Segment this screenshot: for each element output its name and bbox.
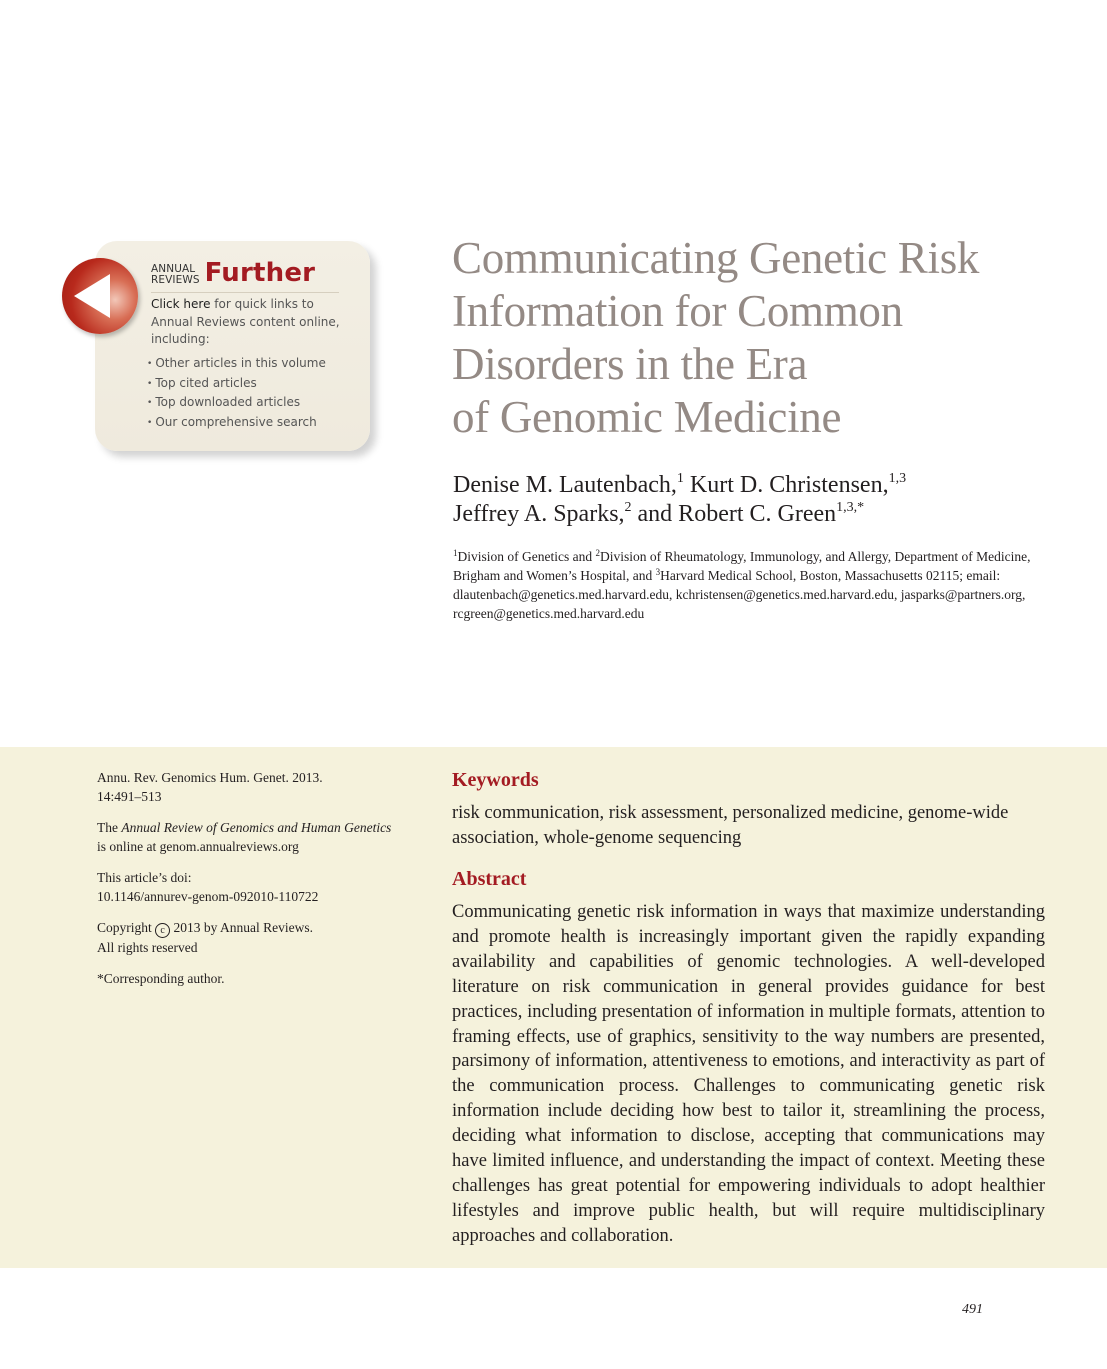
- journal-url[interactable]: is online at genom.annualreviews.org: [97, 839, 299, 854]
- article-title: [452, 232, 1052, 444]
- copyright-icon: c: [155, 923, 170, 938]
- rights-text: All rights reserved: [97, 940, 198, 955]
- abstract-heading: Abstract: [452, 868, 527, 890]
- annual-text: ANNUAL: [151, 263, 196, 275]
- title-line: Information for Common: [452, 286, 903, 336]
- affil-sup: 1: [453, 548, 458, 558]
- journal-prefix: The: [97, 820, 122, 835]
- title-line: Disorders in the Era: [452, 339, 808, 389]
- click-here-link[interactable]: Click here: [151, 297, 211, 311]
- further-item[interactable]: • Top downloaded articles: [147, 394, 326, 414]
- keywords-heading: Keywords: [452, 769, 539, 791]
- back-arrow-icon[interactable]: [62, 258, 138, 334]
- title-line: of Genomic Medicine: [452, 392, 842, 442]
- author-name: Jeffrey A. Sparks,: [453, 501, 625, 527]
- affil-text: Division of Rheumatology, Immunology, and Allergy, Department of Medicine, Brigham and Women’s Hospital, and: [453, 549, 1031, 583]
- citation-pages: 14:491–513: [97, 789, 162, 804]
- doi-label: This article’s doi:: [97, 870, 192, 885]
- journal-online: [97, 818, 427, 856]
- author-name: and Robert C. Green: [637, 501, 837, 527]
- affil-sup: 2: [595, 548, 600, 558]
- author-affil-sup: 1: [676, 471, 684, 486]
- author-affil-sup: 1,3: [888, 471, 907, 486]
- author-name: Kurt D. Christensen,: [689, 472, 889, 498]
- further-item[interactable]: • Other articles in this volume: [147, 355, 326, 375]
- further-title: Further: [204, 258, 316, 288]
- page-number: 491: [962, 1302, 983, 1317]
- further-divider: [151, 292, 339, 293]
- further-logo: [151, 260, 315, 286]
- abstract-text: Communicating genetic risk information in ways that maximize understanding and promote health is increasingly important given the rapidly expanding availability and capabilities of genomic technologies. A well-developed literature on risk communication in general provides guidance for best practices, including presentation of information in multiple formats, attention to framing effects, use of graphics, sensitivity to the way numbers are presented, parsimony of information, attentiveness to emotions, and interactivity as part of the communication process. Challenges to communicating genetic risk information include deciding how best to tailor it, streamlining the process, deciding what information to disclose, accepting that communications may have limited influence, and understanding the impact of context. Meeting these challenges has great potential for empowering individuals to adopt healthier lifestyles and improve public health, but will require multidisciplinary approaches and collaboration.: [452, 902, 1045, 1246]
- affil-sup: 3: [655, 567, 661, 577]
- copyright-prefix: Copyright: [97, 920, 156, 935]
- further-item[interactable]: • Our comprehensive search: [147, 414, 326, 434]
- corresponding-author: *Corresponding author.: [97, 971, 225, 986]
- copyright: [97, 918, 427, 957]
- journal-name: Annual Review of Genomics and Human Genetics: [121, 820, 392, 835]
- annual-reviews-label: [151, 264, 200, 286]
- affil-text: Harvard Medical School, Boston, Massachusetts 02115; email: dlautenbach@genetics.med.harvard.edu, kchristensen@genetics.med.harvard.edu, jasparks@partners.org, rcgreen@genetics.med.harvard.edu: [453, 568, 1026, 621]
- further-description: [151, 296, 351, 349]
- doi-value[interactable]: 10.1146/annurev-genom-092010-110722: [97, 889, 319, 904]
- author-affil-sup: 1,3,*: [836, 500, 865, 515]
- affiliations: [453, 547, 1053, 623]
- author-affil-sup: 2: [624, 500, 632, 515]
- doi: [97, 868, 427, 906]
- citation-line: Annu. Rev. Genomics Hum. Genet. 2013.: [97, 770, 323, 785]
- further-item[interactable]: • Top cited articles: [147, 375, 326, 395]
- author-list: [453, 471, 1053, 529]
- author-name: Denise M. Lautenbach,: [453, 472, 677, 498]
- further-list: [147, 355, 326, 433]
- affil-text: Division of Genetics and: [457, 549, 596, 564]
- reviews-text: REVIEWS: [151, 274, 200, 286]
- keywords-text: risk communication, risk assessment, personalized medicine, genome-wide association, whole-genome sequencing: [452, 803, 1009, 848]
- article-info-sidebar: [97, 768, 427, 1000]
- further-desc-text: for quick links to Annual Reviews content online, including:: [151, 297, 340, 346]
- title-line: Communicating Genetic Risk: [452, 233, 980, 283]
- copyright-text: 2013 by Annual Reviews.: [170, 920, 314, 935]
- citation: [97, 768, 427, 806]
